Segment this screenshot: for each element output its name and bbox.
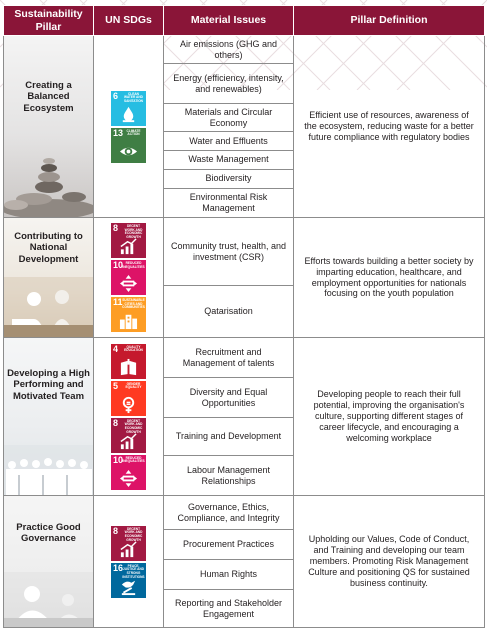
sdg-13-tile: 13 CLIMATE ACTION [111, 128, 146, 163]
sdg-8-tile: 8 DECENT WORK AND ECONOMIC GROWTH [111, 526, 146, 561]
pillar-title: Developing a High Performing and Motivated Team [7, 368, 90, 402]
table-row [4, 36, 485, 64]
header-pillar: Sustainability Pillar [4, 6, 94, 36]
city-icon [118, 311, 139, 330]
dove-gavel-icon [118, 577, 139, 596]
growth-chart-icon [118, 540, 139, 559]
sdg-11-tile: 11 SUSTAINABLE CITIES AND COMMUNITIES [111, 297, 146, 332]
material-issue: Energy (efficiency, intensity, and renewables) [164, 64, 294, 104]
material-issue: Reporting and Stakeholder Engagement [164, 590, 294, 628]
sdg-8-tile: 8 DECENT WORK AND ECONOMIC GROWTH [111, 223, 146, 258]
material-issue: Biodiversity [164, 169, 294, 188]
material-issue: Human Rights [164, 560, 294, 590]
sdg-4-tile: 4 QUALITY EDUCATION [111, 344, 146, 379]
gender-icon [118, 395, 139, 414]
equality-icon [118, 274, 139, 293]
sustainability-framework-table [3, 5, 485, 628]
pillar-definition: Efficient use of resources, awareness of the ecosystem, reducing waste for a better future compliance with regulatory bodies [294, 36, 485, 218]
material-issue: Governance, Ethics, Compliance, and Integrity [164, 496, 294, 530]
material-issue: Materials and Circular Economy [164, 103, 294, 131]
header-sdgs: UN SDGs [94, 6, 164, 36]
sdg-cell [94, 218, 164, 338]
sdg-cell [94, 36, 164, 218]
pillar-definition: Developing people to reach their full potential, improving the organisation's culture, supporting different stages of career lifecycle, and encouraging a welcoming workplace [294, 338, 485, 496]
sdg-10-tile: 10 REDUCED INEQUALITIES [111, 260, 146, 295]
growth-chart-icon [118, 432, 139, 451]
equality-icon [118, 469, 139, 488]
sdg-cell [94, 496, 164, 628]
sdg-8-tile: 8 DECENT WORK AND ECONOMIC GROWTH [111, 418, 146, 453]
pillar-definition: Efforts towards building a better society by imparting education, healthcare, and employment opportunities for nationals focusing on the youth population [294, 218, 485, 338]
sdg-16-tile: 16 PEACE, JUSTICE AND STRONG INSTITUTIONS [111, 563, 146, 598]
pillar-title: Contributing to National Development [14, 231, 83, 265]
sdg-6-tile: 6 CLEAN WATER AND SANITATION [111, 91, 146, 126]
pillar-cell [4, 36, 94, 218]
stacked-stones-photo [4, 117, 94, 217]
pillar-definition: Upholding our Values, Code of Conduct, and Training and developing our team members. Promoting Risk Management Culture and positioning QS for sustained business continuity. [294, 496, 485, 628]
material-issue: Diversity and Equal Opportunities [164, 378, 294, 418]
growth-chart-icon [118, 237, 139, 256]
pillar-title: Practice Good Governance [16, 522, 81, 545]
pillar-cell [4, 338, 94, 496]
material-issue: Recruitment and Management of talents [164, 338, 294, 378]
eye-earth-icon [118, 142, 139, 161]
team-group-photo [4, 445, 94, 495]
header-material-issues: Material Issues [164, 6, 294, 36]
material-issue: Community trust, health, and investment (CSR) [164, 218, 294, 286]
sdg-5-tile: 5 GENDER EQUALITY [111, 381, 146, 416]
sdg-10-tile: 10 REDUCED INEQUALITIES [111, 455, 146, 490]
water-drop-icon [118, 105, 139, 124]
material-issue: Environmental Risk Management [164, 188, 294, 217]
pillar-cell [4, 218, 94, 338]
material-issue: Qatarisation [164, 286, 294, 338]
book-icon [118, 358, 139, 377]
header-row [4, 6, 485, 36]
material-issue: Waste Management [164, 150, 294, 169]
governance-people-photo [4, 572, 94, 627]
material-issue: Labour Management Relationships [164, 456, 294, 496]
material-issue: Procurement Practices [164, 530, 294, 560]
material-issue: Training and Development [164, 418, 294, 456]
material-issue: Air emissions (GHG and others) [164, 36, 294, 64]
material-issue: Water and Effluents [164, 132, 294, 151]
pillar-cell [4, 496, 94, 628]
pillar-title: Creating a Balanced Ecosystem [23, 80, 74, 114]
table-row [4, 218, 485, 286]
sdg-cell [94, 338, 164, 496]
header-pillar-definition: Pillar Definition [294, 6, 485, 36]
meeting-people-photo [4, 277, 94, 337]
table-row [4, 338, 485, 378]
table-row [4, 496, 485, 530]
